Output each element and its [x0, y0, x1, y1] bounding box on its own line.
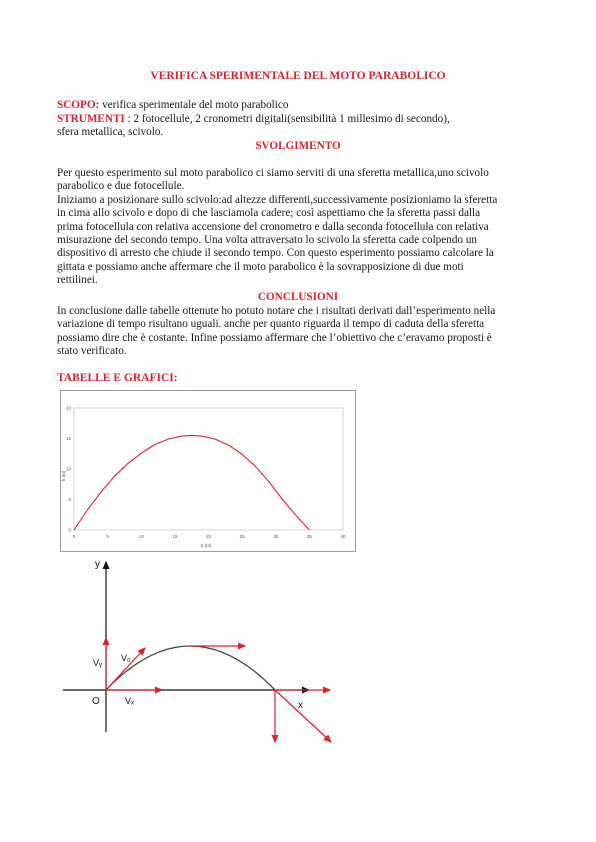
vx-label: Vₓ — [125, 696, 134, 706]
document-title: VERIFICA SPERIMENTALE DEL MOTO PARABOLICO — [150, 70, 446, 82]
conclusioni-line: In conclusione dalle tabelle ottenute ho potuto notare che i risultati derivati dall’esperimento nella — [57, 305, 496, 317]
svolgimento-line: gittata e possiamo anche affermare che il moto parabolico è la sovrapposizione di due moti — [57, 260, 464, 273]
svolgimento-line: misurazione del secondo tempo. Una volta attraversato lo scivolo la sferetta cade colpendo un — [57, 234, 478, 247]
trajectory-curve — [106, 646, 275, 690]
svolgimento-paragraph — [57, 167, 547, 288]
conclusioni-paragraph — [57, 305, 547, 359]
scopo-label: SCOPO: — [57, 99, 100, 111]
svolgimento-line: Iniziamo a posizionare sullo scivolo:ad altezze differenti,successivamente posizioniamo la sferetta — [57, 193, 498, 206]
landing-velocity-arrow — [275, 690, 331, 742]
x-tick-label: 0 — [72, 534, 76, 539]
y-tick-label: 15 — [65, 436, 71, 441]
strumenti-label: STRUMENTI — [57, 113, 125, 125]
svolgimento-line: rettilinei. — [57, 274, 98, 287]
v0-label: V₀ — [121, 653, 131, 663]
x-tick-label: 30 — [273, 534, 279, 539]
y-tick-label: 5 — [68, 497, 71, 502]
conclusioni-line: stato verificato. — [57, 345, 127, 358]
strumenti-text-2: sfera metallica, scivolo. — [57, 126, 164, 138]
conclusioni-line: possiamo dire che è costante. Infine possiamo affermare che l’obiettivo che c’eravamo proposti è — [57, 331, 492, 344]
x-tick-label: 20 — [205, 534, 212, 539]
strumenti-line — [57, 113, 450, 126]
chart-frame — [61, 391, 356, 552]
x-axis-letter: x — [298, 700, 303, 711]
scopo-text: verifica sperimentale del moto parabolico — [99, 99, 289, 111]
scopo-line — [57, 99, 288, 112]
tabelle-heading: TABELLE E GRAFICI: — [57, 372, 178, 384]
x-tick-label: 5 — [106, 534, 109, 539]
svolgimento-line: in cima allo scivolo e dopo di che lasciamola cadere; così aspettiamo che la sferetta passi dalla — [57, 207, 481, 220]
x-tick-label: 15 — [172, 534, 178, 539]
x-tick-label: 25 — [239, 534, 245, 539]
strumenti-text: : 2 fotocellule, 2 cronometri digitali(sensibilità 1 millesimo di secondo), — [124, 113, 450, 125]
x-tick-label: 35 — [306, 534, 312, 539]
conclusioni-line: variazione di tempo risultano uguali. anche per quanto riguarda il tempo di caduta della sferetta — [57, 318, 485, 331]
y-tick-label: 20 — [65, 405, 71, 411]
x-tick-label: 40 — [340, 534, 346, 539]
svolgimento-line: dispositivo di arresto che chiude il secondo tempo. Con questo esperimento possiamo calcolare la — [57, 247, 494, 260]
y-axis-letter: y — [95, 559, 100, 570]
y-tick-label: 10 — [65, 466, 71, 472]
conclusioni-heading: CONCLUSIONI — [257, 291, 339, 303]
trajectory-chart — [60, 390, 356, 552]
origin-label: O — [92, 696, 100, 707]
y-axis-label: h (m) — [61, 470, 66, 482]
x-tick-label: 10 — [138, 534, 144, 539]
y-tick-label: 0 — [68, 527, 71, 533]
svolgimento-line: Per questo esperimento sul moto parabolico ci siamo serviti di una sferetta metallica,uno scivolo — [57, 167, 489, 179]
svolgimento-line: parabolico e due fotocellule. — [57, 180, 185, 193]
x-axis-label: S (m) — [200, 543, 212, 548]
svolgimento-heading: SVOLGIMENTO — [255, 140, 341, 152]
svolgimento-line: prima fotocellula con relativa accensione del cronometro e dalla seconda fotocellula con relativa — [57, 220, 489, 233]
parabolic-motion-diagram — [55, 552, 345, 762]
vy-label: Vᵧ — [93, 658, 102, 668]
